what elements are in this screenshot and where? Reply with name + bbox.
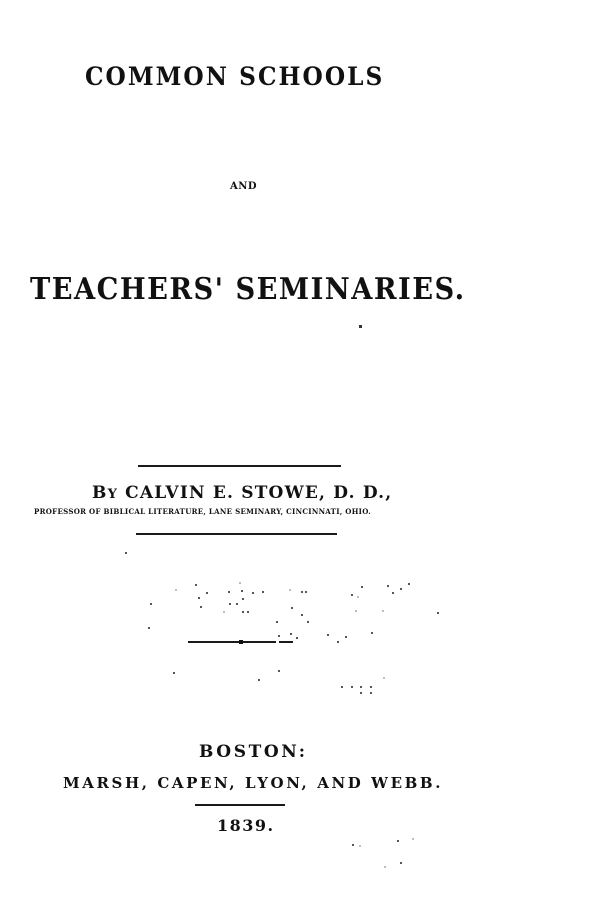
imprint-rule	[195, 804, 285, 806]
imprint-year: 1839.	[217, 816, 275, 835]
imprint-publisher: MARSH, CAPEN, LYON, AND WEBB.	[63, 774, 444, 792]
imprint-city: BOSTON:	[199, 742, 308, 762]
author-by: BY	[92, 483, 119, 503]
title-conjunction: AND	[230, 181, 258, 192]
stamp-rule-dot	[239, 640, 243, 644]
stamp-rule-left	[188, 641, 276, 643]
title-line-2: TEACHERS' SEMINARIES.	[30, 272, 466, 307]
title-line-1: COMMON SCHOOLS	[85, 62, 385, 91]
author-credentials: PROFESSOR OF BIBLICAL LITERATURE, LANE SEMINARY, CINCINNATI, OHIO.	[34, 507, 372, 516]
ink-speck	[359, 325, 362, 328]
top-author-rule	[138, 465, 341, 467]
author-name: CALVIN E. STOWE, D. D.,	[118, 483, 393, 503]
author-line	[92, 483, 392, 503]
stamp-rule-right	[279, 641, 293, 643]
bottom-author-rule	[136, 533, 337, 535]
